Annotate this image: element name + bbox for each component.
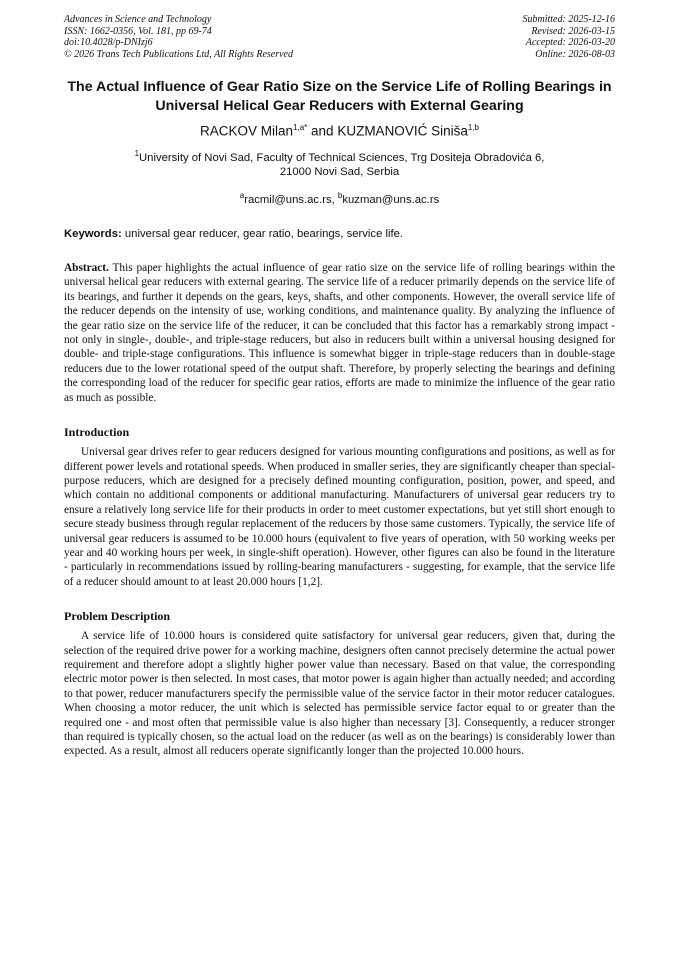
paper-page xyxy=(64,14,615,759)
running-header xyxy=(64,14,615,60)
problem-paragraph: A service life of 10.000 hours is considered quite satisfactory for universal gear reducers, given that, during the selection of the required drive power for a working machine, designers often cannot precisely determine the actual power requirement and therefore adopt a slightly higher power value than necessary. Based on that value, the corresponding electric motor power is then selected. In most cases, that motor power is again higher than actually needed; and according to that power, reducer manufacturers specify the permissible value of the service factor in their motor reducer catalogues. When choosing a motor reducer, the unit which is selected has permissible service factor equal to or greater than the required one - and most often that permissible value is also higher than necessary [3]. Consequently, a reducer stronger than required is typically chosen, so the actual load on the reducer (as well as on the bearings) is considerably lower than expected. As a result, almost all reducers operate significantly longer than the projected 10.000 hours. xyxy=(64,630,615,758)
author-1: RACKOV Milan xyxy=(200,123,294,139)
emails xyxy=(64,189,615,207)
author-2-sup: 1,b xyxy=(467,123,479,132)
accepted-date: Accepted: 2026-03-20 xyxy=(525,37,615,48)
authors xyxy=(64,119,615,140)
keywords-label: Keywords: xyxy=(64,228,122,241)
email-a-sup: a xyxy=(239,191,245,201)
revised-date: Revised: 2026-03-15 xyxy=(531,25,615,37)
introduction-heading: Introduction xyxy=(64,425,130,440)
abstract xyxy=(64,261,615,405)
problem-heading: Problem Description xyxy=(64,609,171,624)
affiliation xyxy=(64,147,615,180)
affiliation-line-1: University of Novi Sad, Faculty of Technical Sciences, Trg Dositeja Obradovića 6, xyxy=(139,151,545,164)
keywords-text: universal gear reducer, gear ratio, bearings, service life. xyxy=(121,228,404,241)
journal-info xyxy=(64,14,293,60)
email-b-sup: b xyxy=(337,191,343,201)
issn: ISSN: 1662-0356, Vol. 181, pp 69-74 xyxy=(64,25,212,37)
doi: doi:10.4028/p-DNIzj6 xyxy=(64,37,153,48)
introduction-paragraph: Universal gear drives refer to gear reducers designed for various mounting configurations and positions, as well as for different power levels and rotational speeds. When produced in smaller series, they are significantly cheaper than special-purpose reducers, which are designed for a precisely defined mounting configuration, position, power, and speed, and which contain no additional components or additional manufacturing. Manufacturers of universal gear reducers try to ensure a relatively long service life for their products in order to meet customer expectations, but yet still short enough to secure steady business through regular replacement of the reducers by those same customers. Typically, the service life of universal gear reducers is assumed to be 10.000 hours (equivalent to five years of operation, with 50 working weeks per year and 40 working hours per week, in single-shift operation). However, other figures can also be found in the literature - particularly in recommendations issued by rolling-bearing manufacturers - suggesting, for example, that the service life of a reducer should amount to at least 20.000 hours [1,2]. xyxy=(64,446,615,588)
keywords xyxy=(64,227,615,241)
email-separator: , xyxy=(331,194,338,207)
dates-info xyxy=(523,14,616,60)
copyright: © 2026 Trans Tech Publications Ltd, All Rights Reserved xyxy=(64,48,293,60)
journal-name: Advances in Science and Technology xyxy=(64,14,212,25)
author-and: and xyxy=(307,123,338,139)
author-2: KUZMANOVIĆ Siniša xyxy=(337,123,468,139)
abstract-text: This paper highlights the actual influence of gear ratio size on the service life of rolling bearings within the universal helical gear reducers with external gearing. The service life of a reducer primarily depends on the service life of its bearings, and further it depends on the gears, keys, shafts, and other components. However, the overall service life of the reducer depends on the intensity of use, working conditions, and maintenance quality. By analyzing the influence of the gear ratio size on the service life of the reducer, it can be concluded that this factor has a remarkably strong impact - not only in single-, double-, and triple-stage reducers, but also in reducers built within a universal housing designed for double- and triple-stage configurations. This influence is somewhat bigger in triple-stage reducers than in double-stage reducers due to the lower rotational speed of the output shaft. Therefore, by properly selecting the bearings and defining the corresponding load of the reducer for specific gear ratios, efforts are made to minimize the influence of the gear ratio as much as possible. xyxy=(64,262,615,404)
email-b[interactable]: kuzman@uns.ac.rs xyxy=(342,194,440,207)
abstract-label: Abstract. xyxy=(64,262,109,275)
author-1-sup: 1,a* xyxy=(293,123,308,132)
paper-title: The Actual Influence of Gear Ratio Size on the Service Life of Rolling Bearings in Universal Helical Gear Reducers with External Gearing xyxy=(67,79,612,114)
email-a[interactable]: racmil@uns.ac.rs xyxy=(244,194,332,207)
online-date: Online: 2026-08-03 xyxy=(535,48,615,60)
affiliation-line-2: 21000 Novi Sad, Serbia xyxy=(279,165,400,178)
affiliation-sup: 1 xyxy=(134,148,140,158)
submitted-date: Submitted: 2025-12-16 xyxy=(522,14,615,25)
